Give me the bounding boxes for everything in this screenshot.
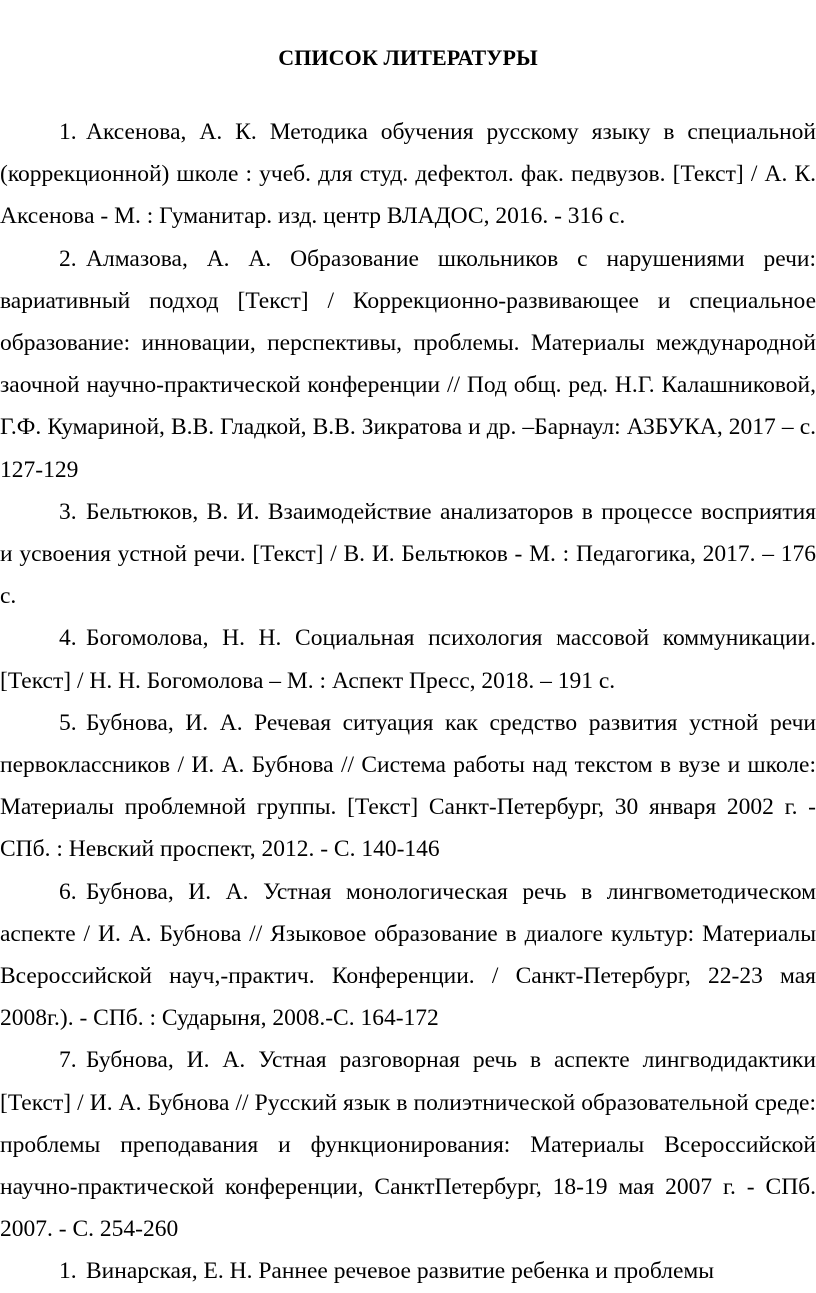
reference-number: 6. — [59, 878, 77, 905]
reference-text: Бубнова, И. А. Устная монологическая речь в лингвометодическом аспекте / И. А. Бубнова // Языковое образование в диалоге культур: Материалы Всероссийской науч,-практич. Конференции. / Санкт-Петербург, 22-23 мая 2008г.). - СПб. : Сударыня, 2008.-С. 164-172 — [0, 878, 816, 1032]
reference-text: Алмазова, А. А. Образование школьников с нарушениями речи: вариативный подход [Текст] / Коррекционно-развивающее и специальное образование: инновации, перспективы, проблемы. Материалы международной заочной научно-практической конференции // Под общ. ред. Н.Г. Калашниковой, Г.Ф. Кумариной, В.В. Гладкой, В.В. Зикратова и др. –Барнаул: АЗБУКА, 2017 – с. 127-129 — [0, 245, 816, 483]
reference-item — [0, 871, 816, 1040]
reference-text: Аксенова, А. К. Методика обучения русскому языку в специальной (коррекционной) школе : учеб. для студ. дефектол. фак. педвузов. [Текст] / А. К. Аксенова - М. : Гуманитар. изд. центр ВЛАДОС, 2016. - 316 с. — [0, 119, 816, 230]
reference-number: 3. — [59, 498, 77, 525]
reference-item — [0, 1250, 816, 1292]
reference-number: 5. — [59, 709, 77, 736]
reference-number: 1. — [59, 119, 77, 145]
reference-item — [0, 491, 816, 618]
reference-number: 4. — [59, 625, 77, 652]
reference-item — [0, 617, 816, 701]
reference-item — [0, 1039, 816, 1250]
reference-text: Винарская, Е. Н. Раннее речевое развитие ребенка и проблемы — [86, 1258, 715, 1285]
reference-item — [0, 238, 816, 491]
reference-text: Бельтюков, В. И. Взаимодействие анализаторов в процессе восприятия и усвоения устной речи. [Текст] / В. И. Бельтюков - М. : Педагогика, 2017. – 176 с. — [0, 498, 816, 610]
reference-number: 1. — [59, 1258, 77, 1285]
reference-text: Бубнова, И. А. Речевая ситуация как средство развития устной речи первоклассников / И. А. Бубнова // Система работы над текстом в вузе и школе: Материалы проблемной группы. [Текст] Санкт-Петербург, 30 января 2002 г. - СПб. : Невский проспект, 2012. - С. 140-146 — [0, 709, 816, 863]
reference-number: 7. — [59, 1047, 77, 1074]
reference-list — [0, 111, 816, 1293]
reference-item — [0, 111, 816, 238]
reference-text: Богомолова, Н. Н. Социальная психология массовой коммуникации. [Текст] / Н. Н. Богомолова – М. : Аспект Пресс, 2018. – 191 с. — [0, 625, 816, 694]
reference-item — [0, 702, 816, 871]
page-title: СПИСОК ЛИТЕРАТУРЫ — [278, 45, 538, 70]
reference-text: Бубнова, И. А. Устная разговорная речь в аспекте лингводидактики [Текст] / И. А. Бубнова // Русский язык в полиэтнической образовательной среде: проблемы преподавания и функционирования: Материалы Всероссийской научно-практической конференции, СанктПетербург, 18-19 мая 2007 г. - СПб. 2007. - С. 254-260 — [0, 1047, 816, 1243]
reference-number: 2. — [59, 245, 77, 272]
